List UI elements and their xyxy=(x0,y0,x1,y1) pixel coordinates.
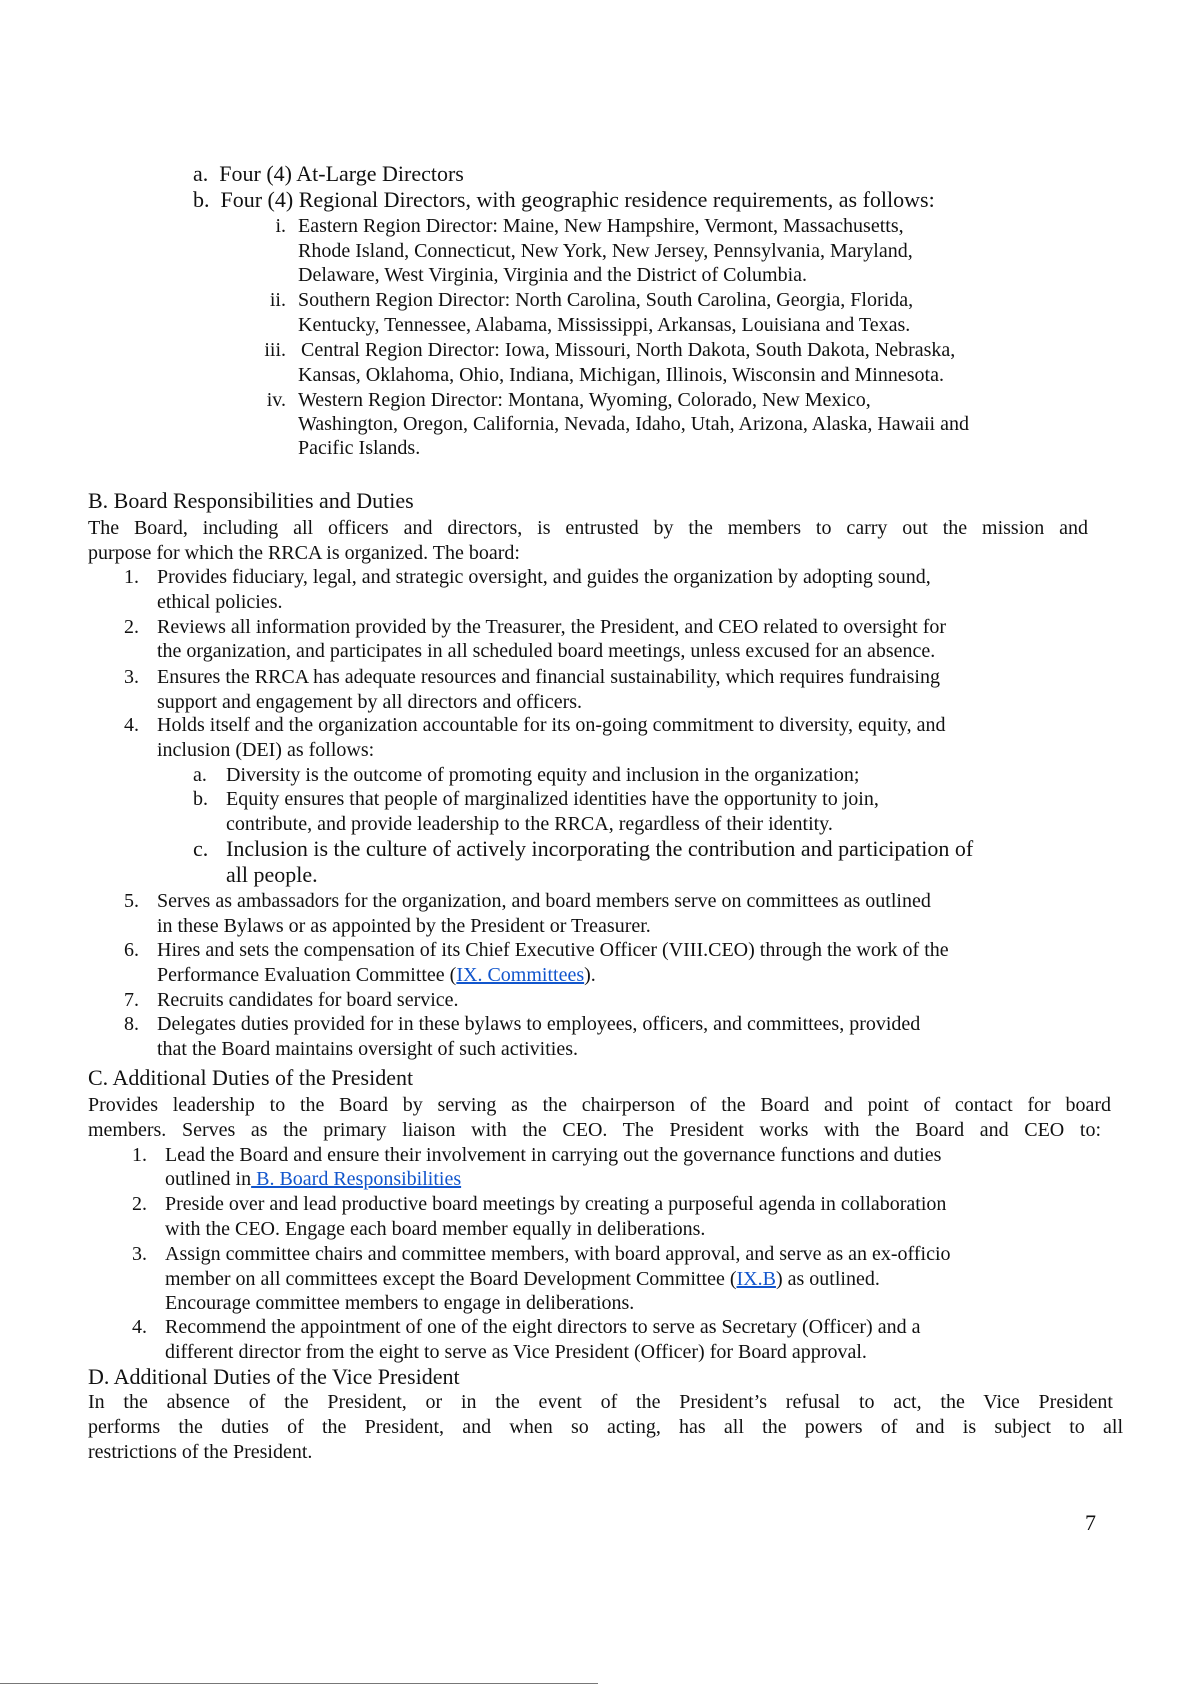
list-item-line: Serves as ambassadors for the organization, and board members serve on committees as outlined xyxy=(157,890,931,912)
list-marker: i. xyxy=(275,215,286,237)
list-item-line: member on all committees except the Board Development Committee (IX.B) as outlined. xyxy=(165,1268,880,1290)
list-item-line: Diversity is the outcome of promoting equity and inclusion in the organization; xyxy=(226,764,860,786)
list-item: b. Four (4) Regional Directors, with geographic residence requirements, as follows: xyxy=(193,187,935,212)
list-item-line: inclusion (DEI) as follows: xyxy=(157,739,375,761)
list-item-line: ethical policies. xyxy=(157,591,283,613)
list-item-line: Reviews all information provided by the Treasurer, the President, and CEO related to oversight for xyxy=(157,616,947,638)
list-item-line: Delegates duties provided for in these bylaws to employees, officers, and committees, provided xyxy=(157,1013,921,1035)
list-item-line: different director from the eight to serve as Vice President (Officer) for Board approval. xyxy=(165,1341,867,1363)
list-item-line: Preside over and lead productive board meetings by creating a purposeful agenda in collaboration xyxy=(165,1193,947,1215)
list-item-text: Four (4) At-Large Directors xyxy=(219,161,464,186)
list-item-line: all people. xyxy=(226,862,318,887)
list-item-line: contribute, and provide leadership to the RRCA, regardless of their identity. xyxy=(226,813,833,835)
list-item: a. Four (4) At-Large Directors xyxy=(193,161,464,186)
list-marker: 7. xyxy=(124,989,139,1011)
region-line: Central Region Director: Iowa, Missouri, North Dakota, South Dakota, Nebraska, xyxy=(301,339,956,361)
list-item-line: Recommend the appointment of one of the eight directors to serve as Secretary (Officer) and a xyxy=(165,1316,921,1338)
list-item-line: with the CEO. Engage each board member equally in deliberations. xyxy=(165,1218,706,1240)
list-marker: a. xyxy=(193,764,207,786)
list-item-line: in these Bylaws or as appointed by the President or Treasurer. xyxy=(157,915,651,937)
list-marker: 6. xyxy=(124,939,139,961)
list-marker: 3. xyxy=(124,666,139,688)
board-responsibilities-link[interactable]: B. Board Responsibilities xyxy=(251,1168,462,1190)
list-marker: 4. xyxy=(124,714,139,736)
list-item-line: support and engagement by all directors and officers. xyxy=(157,691,583,713)
section-heading: B. Board Responsibilities and Duties xyxy=(88,488,414,513)
list-item-line: Ensures the RRCA has adequate resources and financial sustainability, which requires fundraising xyxy=(157,666,940,688)
region-line: Kentucky, Tennessee, Alabama, Mississippi, Arkansas, Louisiana and Texas. xyxy=(298,314,911,336)
committees-link[interactable]: IX. Committees xyxy=(456,964,585,986)
list-item-line: that the Board maintains oversight of such activities. xyxy=(157,1038,579,1060)
section-heading: D. Additional Duties of the Vice President xyxy=(88,1364,460,1389)
footer-divider xyxy=(0,1683,598,1684)
region-line: Washington, Oregon, California, Nevada, Idaho, Utah, Arizona, Alaska, Hawaii and xyxy=(298,413,969,435)
list-marker: iv. xyxy=(266,389,286,411)
region-line: Pacific Islands. xyxy=(298,437,421,459)
list-marker: 2. xyxy=(124,616,139,638)
list-marker: ii. xyxy=(269,289,286,311)
paragraph-line: The Board, including all officers and directors, is entrusted by the members to carry out the mission and xyxy=(88,517,1088,539)
list-item-line: Equity ensures that people of marginalized identities have the opportunity to join, xyxy=(226,788,879,810)
region-line: Rhode Island, Connecticut, New York, New Jersey, Pennsylvania, Maryland, xyxy=(298,240,913,262)
list-marker: 3. xyxy=(132,1243,147,1265)
region-line: Southern Region Director: North Carolina, South Carolina, Georgia, Florida, xyxy=(298,289,914,311)
section-heading: C. Additional Duties of the President xyxy=(88,1065,414,1090)
list-item-line: Lead the Board and ensure their involvement in carrying out the governance functions and duties xyxy=(165,1144,942,1166)
list-item-text: Four (4) Regional Directors, with geographic residence requirements, as follows: xyxy=(220,187,935,212)
list-item-line: Recruits candidates for board service. xyxy=(157,989,459,1011)
region-line: Western Region Director: Montana, Wyoming, Colorado, New Mexico, xyxy=(298,389,871,411)
paragraph-line: In the absence of the President, or in the event of the President’s refusal to act, the Vice President xyxy=(88,1391,1113,1413)
list-marker: 4. xyxy=(132,1316,147,1338)
region-line: Eastern Region Director: Maine, New Hampshire, Vermont, Massachusetts, xyxy=(298,215,904,237)
paragraph-line: purpose for which the RRCA is organized. The board: xyxy=(88,542,520,564)
list-marker: 8. xyxy=(124,1013,139,1035)
paragraph-line: restrictions of the President. xyxy=(88,1441,313,1463)
list-marker: b. xyxy=(193,788,208,810)
list-marker: 5. xyxy=(124,890,139,912)
list-item-line: Inclusion is the culture of actively incorporating the contribution and participation of xyxy=(226,836,974,861)
list-item-line: Encourage committee members to engage in deliberations. xyxy=(165,1292,635,1314)
region-line: Kansas, Oklahoma, Ohio, Indiana, Michigan, Illinois, Wisconsin and Minnesota. xyxy=(298,364,944,386)
paragraph-line: performs the duties of the President, and when so acting, has all the powers of and is subject to all xyxy=(88,1416,1123,1438)
list-item-line: the organization, and participates in all scheduled board meetings, unless excused for an absence. xyxy=(157,640,936,662)
list-marker: iii. xyxy=(264,339,286,361)
list-item-line: outlined in B. Board Responsibilities xyxy=(165,1168,462,1190)
list-marker: 1. xyxy=(132,1144,147,1166)
region-line: Delaware, West Virginia, Virginia and the District of Columbia. xyxy=(298,264,808,286)
list-marker: c. xyxy=(193,836,209,861)
list-item-line: Performance Evaluation Committee (IX. Committees). xyxy=(157,964,596,986)
list-item-line: Assign committee chairs and committee members, with board approval, and serve as an ex-officio xyxy=(165,1243,951,1265)
list-item-line: Hires and sets the compensation of its Chief Executive Officer (VIII.CEO) through the work of the xyxy=(157,939,949,961)
paragraph-line: members. Serves as the primary liaison with the CEO. The President works with the Board and CEO to: xyxy=(88,1119,1101,1141)
list-item-line: Holds itself and the organization accountable for its on-going commitment to diversity, equity, and xyxy=(157,714,946,736)
list-marker: 1. xyxy=(124,566,139,588)
paragraph-line: Provides leadership to the Board by serving as the chairperson of the Board and point of contact for board xyxy=(88,1094,1111,1116)
list-item-line: Provides fiduciary, legal, and strategic oversight, and guides the organization by adopting sound, xyxy=(157,566,931,588)
ixb-link[interactable]: IX.B xyxy=(736,1268,776,1290)
page-number: 7 xyxy=(1085,1510,1096,1535)
list-marker: 2. xyxy=(132,1193,147,1215)
